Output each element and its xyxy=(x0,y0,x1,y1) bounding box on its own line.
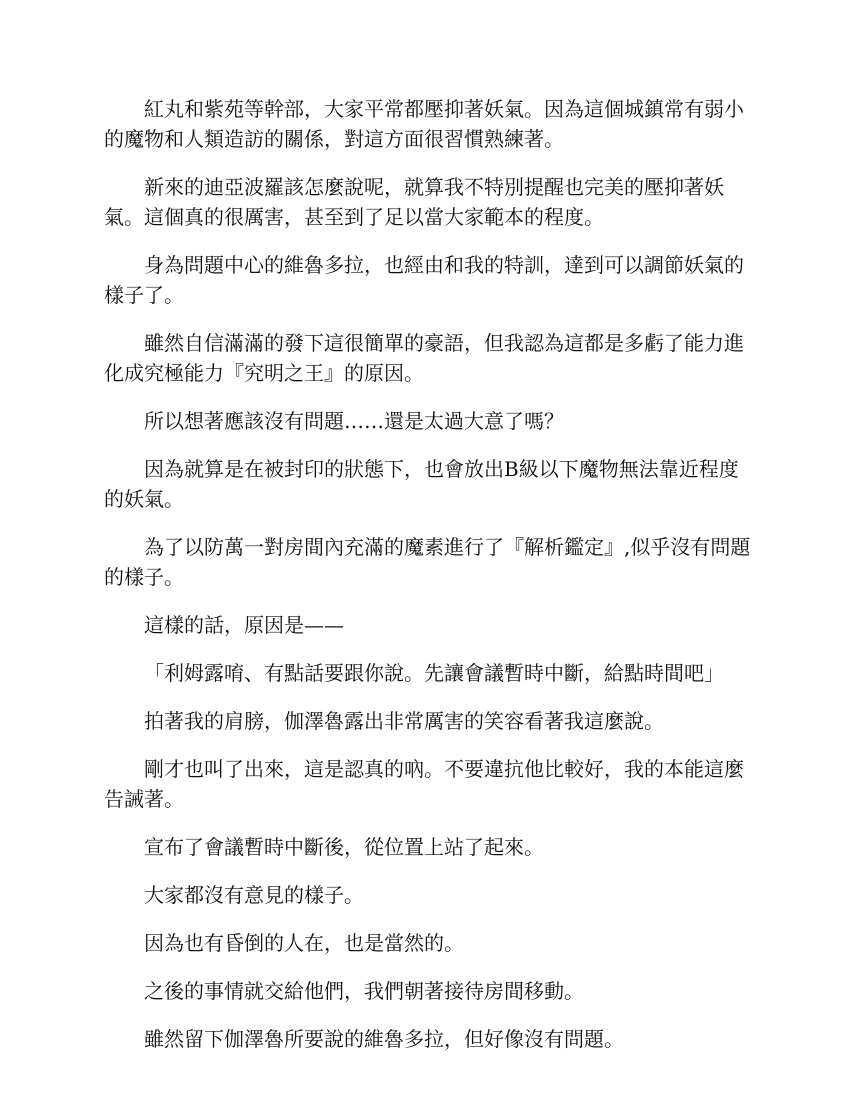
paragraph-13: 大家都沒有意見的樣子。 xyxy=(144,883,364,907)
text-column xyxy=(104,94,754,1072)
paragraph-1: 紅丸和紫苑等幹部，大家平常都壓抑著妖氣。因為這個城鎮常有弱小的魔物和人類造訪的關係，對這方面很習慣熟練著。 xyxy=(104,97,744,151)
paragraph-4: 雖然自信滿滿的發下這很簡單的豪語，但我認為這都是多虧了能力進化成究極能力『究明之王』的原因。 xyxy=(104,331,744,385)
paragraph-2: 新來的迪亞波羅該怎麼說呢，就算我不特別提醒也完美的壓抑著妖氣。這個真的很厲害，甚至到了足以當大家範本的程度。 xyxy=(104,175,724,229)
paragraph-8: 這樣的話，原因是—— xyxy=(144,613,344,637)
paragraph-3: 身為問題中心的維魯多拉，也經由和我的特訓，達到可以調節妖氣的樣子了。 xyxy=(104,253,744,307)
paragraph-12: 宣布了會議暫時中斷後，從位置上站了起來。 xyxy=(144,835,544,859)
paragraph-10: 拍著我的肩膀，伽澤魯露出非常厲害的笑容看著我這麼說。 xyxy=(144,709,664,733)
paragraph-6: 因為就算是在被封印的狀態下，也會放出B級以下魔物無法靠近程度的妖氣。 xyxy=(104,457,739,511)
paragraph-15: 之後的事情就交給他們，我們朝著接待房間移動。 xyxy=(144,979,584,1003)
paragraph-5: 所以想著應該沒有問題……還是太過大意了嗎？ xyxy=(144,409,564,433)
paragraph-16: 雖然留下伽澤魯所要說的維魯多拉，但好像沒有問題。 xyxy=(144,1027,624,1051)
paragraph-9: 「利姆露唷、有點話要跟你說。先讓會議暫時中斷，給點時間吧」 xyxy=(144,661,724,685)
paragraph-11: 剛才也叫了出來，這是認真的吶。不要違抗他比較好，我的本能這麼告誡著。 xyxy=(104,757,744,811)
paragraph-7: 為了以防萬一對房間內充滿的魔素進行了『解析鑑定』,似乎沒有問題的樣子。 xyxy=(104,535,751,589)
paragraph-14: 因為也有昏倒的人在，也是當然的。 xyxy=(144,931,464,955)
